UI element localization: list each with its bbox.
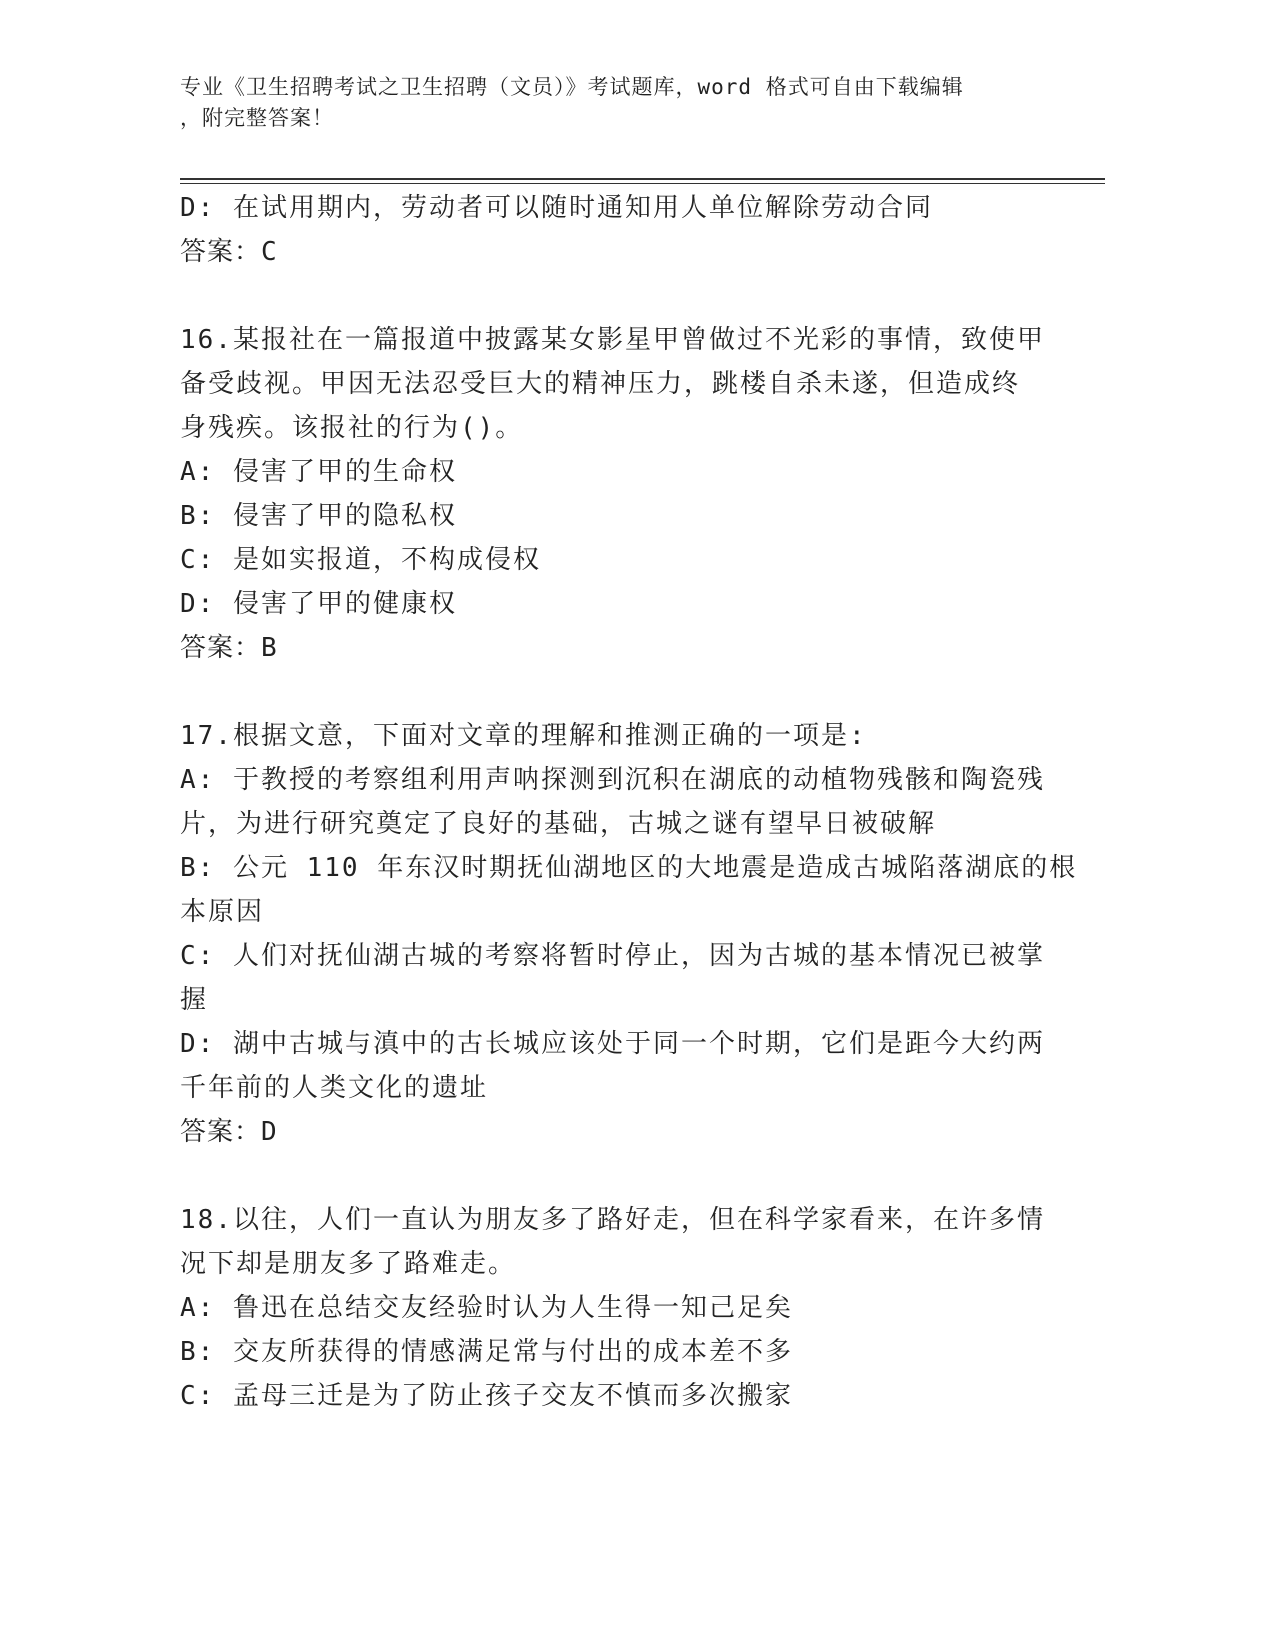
header-title-line-1: 专业《卫生招聘考试之卫生招聘（文员）》考试题库，word 格式可自由下载编辑	[180, 75, 964, 99]
option-b: B: 侵害了甲的隐私权	[180, 501, 457, 531]
option-b-continued: 本原因	[180, 897, 265, 927]
option-b: B: 公元 110 年东汉时期抚仙湖地区的大地震是造成古城陷落湖底的根	[180, 853, 1078, 883]
question-stem-line: 18.以往，人们一直认为朋友多了路好走，但在科学家看来，在许多情	[180, 1205, 1045, 1235]
answer: 答案：D	[180, 1117, 278, 1147]
option-d-continued: 千年前的人类文化的遗址	[180, 1073, 489, 1103]
option-d: D: 侵害了甲的健康权	[180, 589, 457, 619]
option-a: A: 于教授的考察组利用声呐探测到沉积在湖底的动植物残骸和陶瓷残	[180, 765, 1045, 795]
question-stem-line: 16.某报社在一篇报道中披露某女影星甲曾做过不光彩的事情，致使甲	[180, 325, 1045, 355]
page-header	[180, 72, 1080, 134]
header-divider-thin	[180, 183, 1105, 184]
answer: 答案：C	[180, 237, 278, 267]
question-stem-line: 身残疾。该报社的行为()。	[180, 413, 524, 443]
option-c: C: 孟母三迁是为了防止孩子交友不慎而多次搬家	[180, 1381, 793, 1411]
header-title-line-2: ，附完整答案！	[180, 106, 334, 130]
question-17	[180, 714, 1078, 1154]
option-c: C: 人们对抚仙湖古城的考察将暂时停止，因为古城的基本情况已被掌	[180, 941, 1045, 971]
spacer	[180, 1154, 1060, 1198]
spacer	[180, 274, 1060, 318]
option-a: A: 侵害了甲的生命权	[180, 457, 457, 487]
spacer	[180, 670, 1060, 714]
option-d: D: 在试用期内，劳动者可以随时通知用人单位解除劳动合同	[180, 193, 933, 223]
option-a: A: 鲁迅在总结交友经验时认为人生得一知己足矣	[180, 1293, 793, 1323]
question-stem-line: 17.根据文意，下面对文章的理解和推测正确的一项是:	[180, 721, 867, 751]
question-stem-line: 备受歧视。甲因无法忍受巨大的精神压力，跳楼自杀未遂，但造成终	[180, 369, 1021, 399]
option-c-continued: 握	[180, 985, 209, 1015]
option-d: D: 湖中古城与滇中的古长城应该处于同一个时期，它们是距今大约两	[180, 1029, 1045, 1059]
question-18	[180, 1198, 1060, 1418]
option-b: B: 交友所获得的情感满足常与付出的成本差不多	[180, 1337, 793, 1367]
option-c: C: 是如实报道，不构成侵权	[180, 545, 541, 575]
question-15	[180, 186, 1060, 274]
question-content	[180, 186, 1078, 1418]
question-stem-line: 况下却是朋友多了路难走。	[180, 1249, 517, 1279]
option-a-continued: 片，为进行研究奠定了良好的基础，古城之谜有望早日被破解	[180, 809, 937, 839]
answer: 答案：B	[180, 633, 278, 663]
header-divider-thick	[180, 178, 1105, 180]
question-16	[180, 318, 1060, 670]
